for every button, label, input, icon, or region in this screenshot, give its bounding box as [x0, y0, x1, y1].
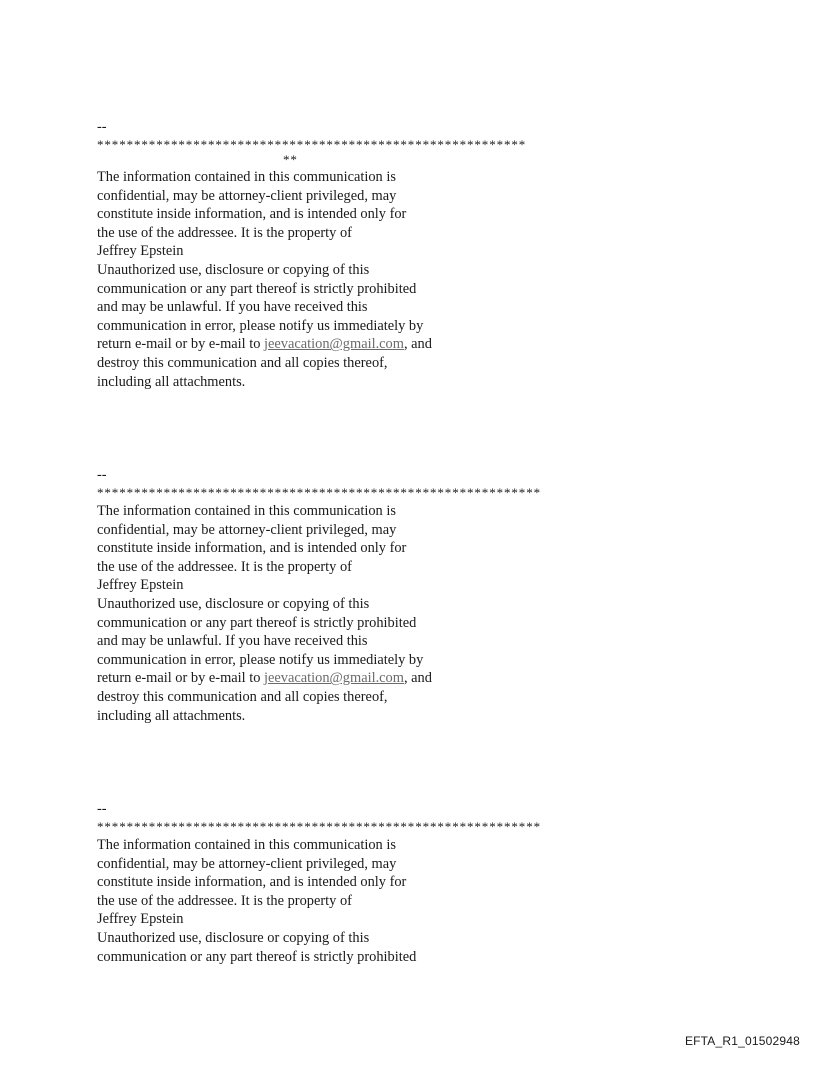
disclaimer-line: The information contained in this communication is — [97, 837, 396, 853]
email-line-suffix: , and — [403, 336, 432, 353]
disclaimer-line: the use of the addressee. It is the property of — [97, 224, 352, 241]
email-line-prefix: return e-mail or by e-mail to — [97, 336, 265, 353]
disclaimer-line: communication in error, please notify us immediately by — [97, 651, 424, 668]
disclaimer-line: Jeffrey Epstein — [97, 243, 184, 260]
disclaimer-line: Unauthorized use, disclosure or copying of this — [97, 261, 370, 278]
email-line-suffix: , and — [403, 670, 432, 687]
separator-dash: -- — [97, 801, 107, 817]
disclaimer-block-2 — [97, 468, 541, 725]
disclaimer-line: Jeffrey Epstein — [97, 577, 184, 594]
disclaimer-line: destroy this communication and all copies thereof, — [97, 354, 388, 371]
email-link[interactable]: jeevacation@gmail.com — [264, 670, 404, 687]
document-id: EFTA_R1_01502948 — [684, 1034, 800, 1048]
separator-dash: -- — [97, 119, 107, 135]
disclaimer-line: Jeffrey Epstein — [97, 911, 184, 928]
disclaimer-block-1 — [97, 120, 526, 391]
disclaimer-line: confidential, may be attorney-client privileged, may — [97, 521, 397, 538]
disclaimer-line: constitute inside information, and is intended only for — [97, 540, 407, 557]
disclaimer-line: the use of the addressee. It is the property of — [97, 558, 352, 575]
disclaimer-line: confidential, may be attorney-client privileged, may — [97, 855, 397, 872]
separator-dash: -- — [97, 467, 107, 483]
disclaimer-line: The information contained in this communication is — [97, 503, 396, 519]
separator-stars: ************************************************************ — [97, 819, 541, 834]
disclaimer-email-line — [97, 335, 526, 354]
disclaimer-line: and may be unlawful. If you have received this — [97, 299, 368, 316]
disclaimer-line: The information contained in this communication is — [97, 169, 396, 185]
disclaimer-line: destroy this communication and all copies thereof, — [97, 688, 388, 705]
separator-stars: ************************************************************ — [97, 485, 541, 500]
disclaimer-block-3 — [97, 802, 541, 966]
disclaimer-line: communication or any part thereof is strictly prohibited — [97, 614, 417, 631]
disclaimer-line: Unauthorized use, disclosure or copying of this — [97, 929, 370, 946]
separator-stars: ********************************************************** — [97, 137, 527, 152]
disclaimer-email-line — [97, 669, 541, 688]
disclaimer-line: communication in error, please notify us immediately by — [97, 317, 424, 334]
disclaimer-line: including all attachments. — [97, 373, 246, 390]
disclaimer-line: constitute inside information, and is intended only for — [97, 874, 407, 891]
disclaimer-line: Unauthorized use, disclosure or copying of this — [97, 595, 370, 612]
disclaimer-line: constitute inside information, and is intended only for — [97, 206, 407, 223]
disclaimer-line: and may be unlawful. If you have received this — [97, 633, 368, 650]
separator-stars-continued: ** — [283, 152, 298, 167]
disclaimer-line: communication or any part thereof is strictly prohibited — [97, 948, 417, 965]
email-line-prefix: return e-mail or by e-mail to — [97, 670, 265, 687]
disclaimer-line: including all attachments. — [97, 707, 246, 724]
disclaimer-line: the use of the addressee. It is the property of — [97, 892, 352, 909]
disclaimer-line: confidential, may be attorney-client privileged, may — [97, 187, 397, 204]
disclaimer-line: communication or any part thereof is strictly prohibited — [97, 280, 417, 297]
email-link[interactable]: jeevacation@gmail.com — [264, 336, 404, 353]
